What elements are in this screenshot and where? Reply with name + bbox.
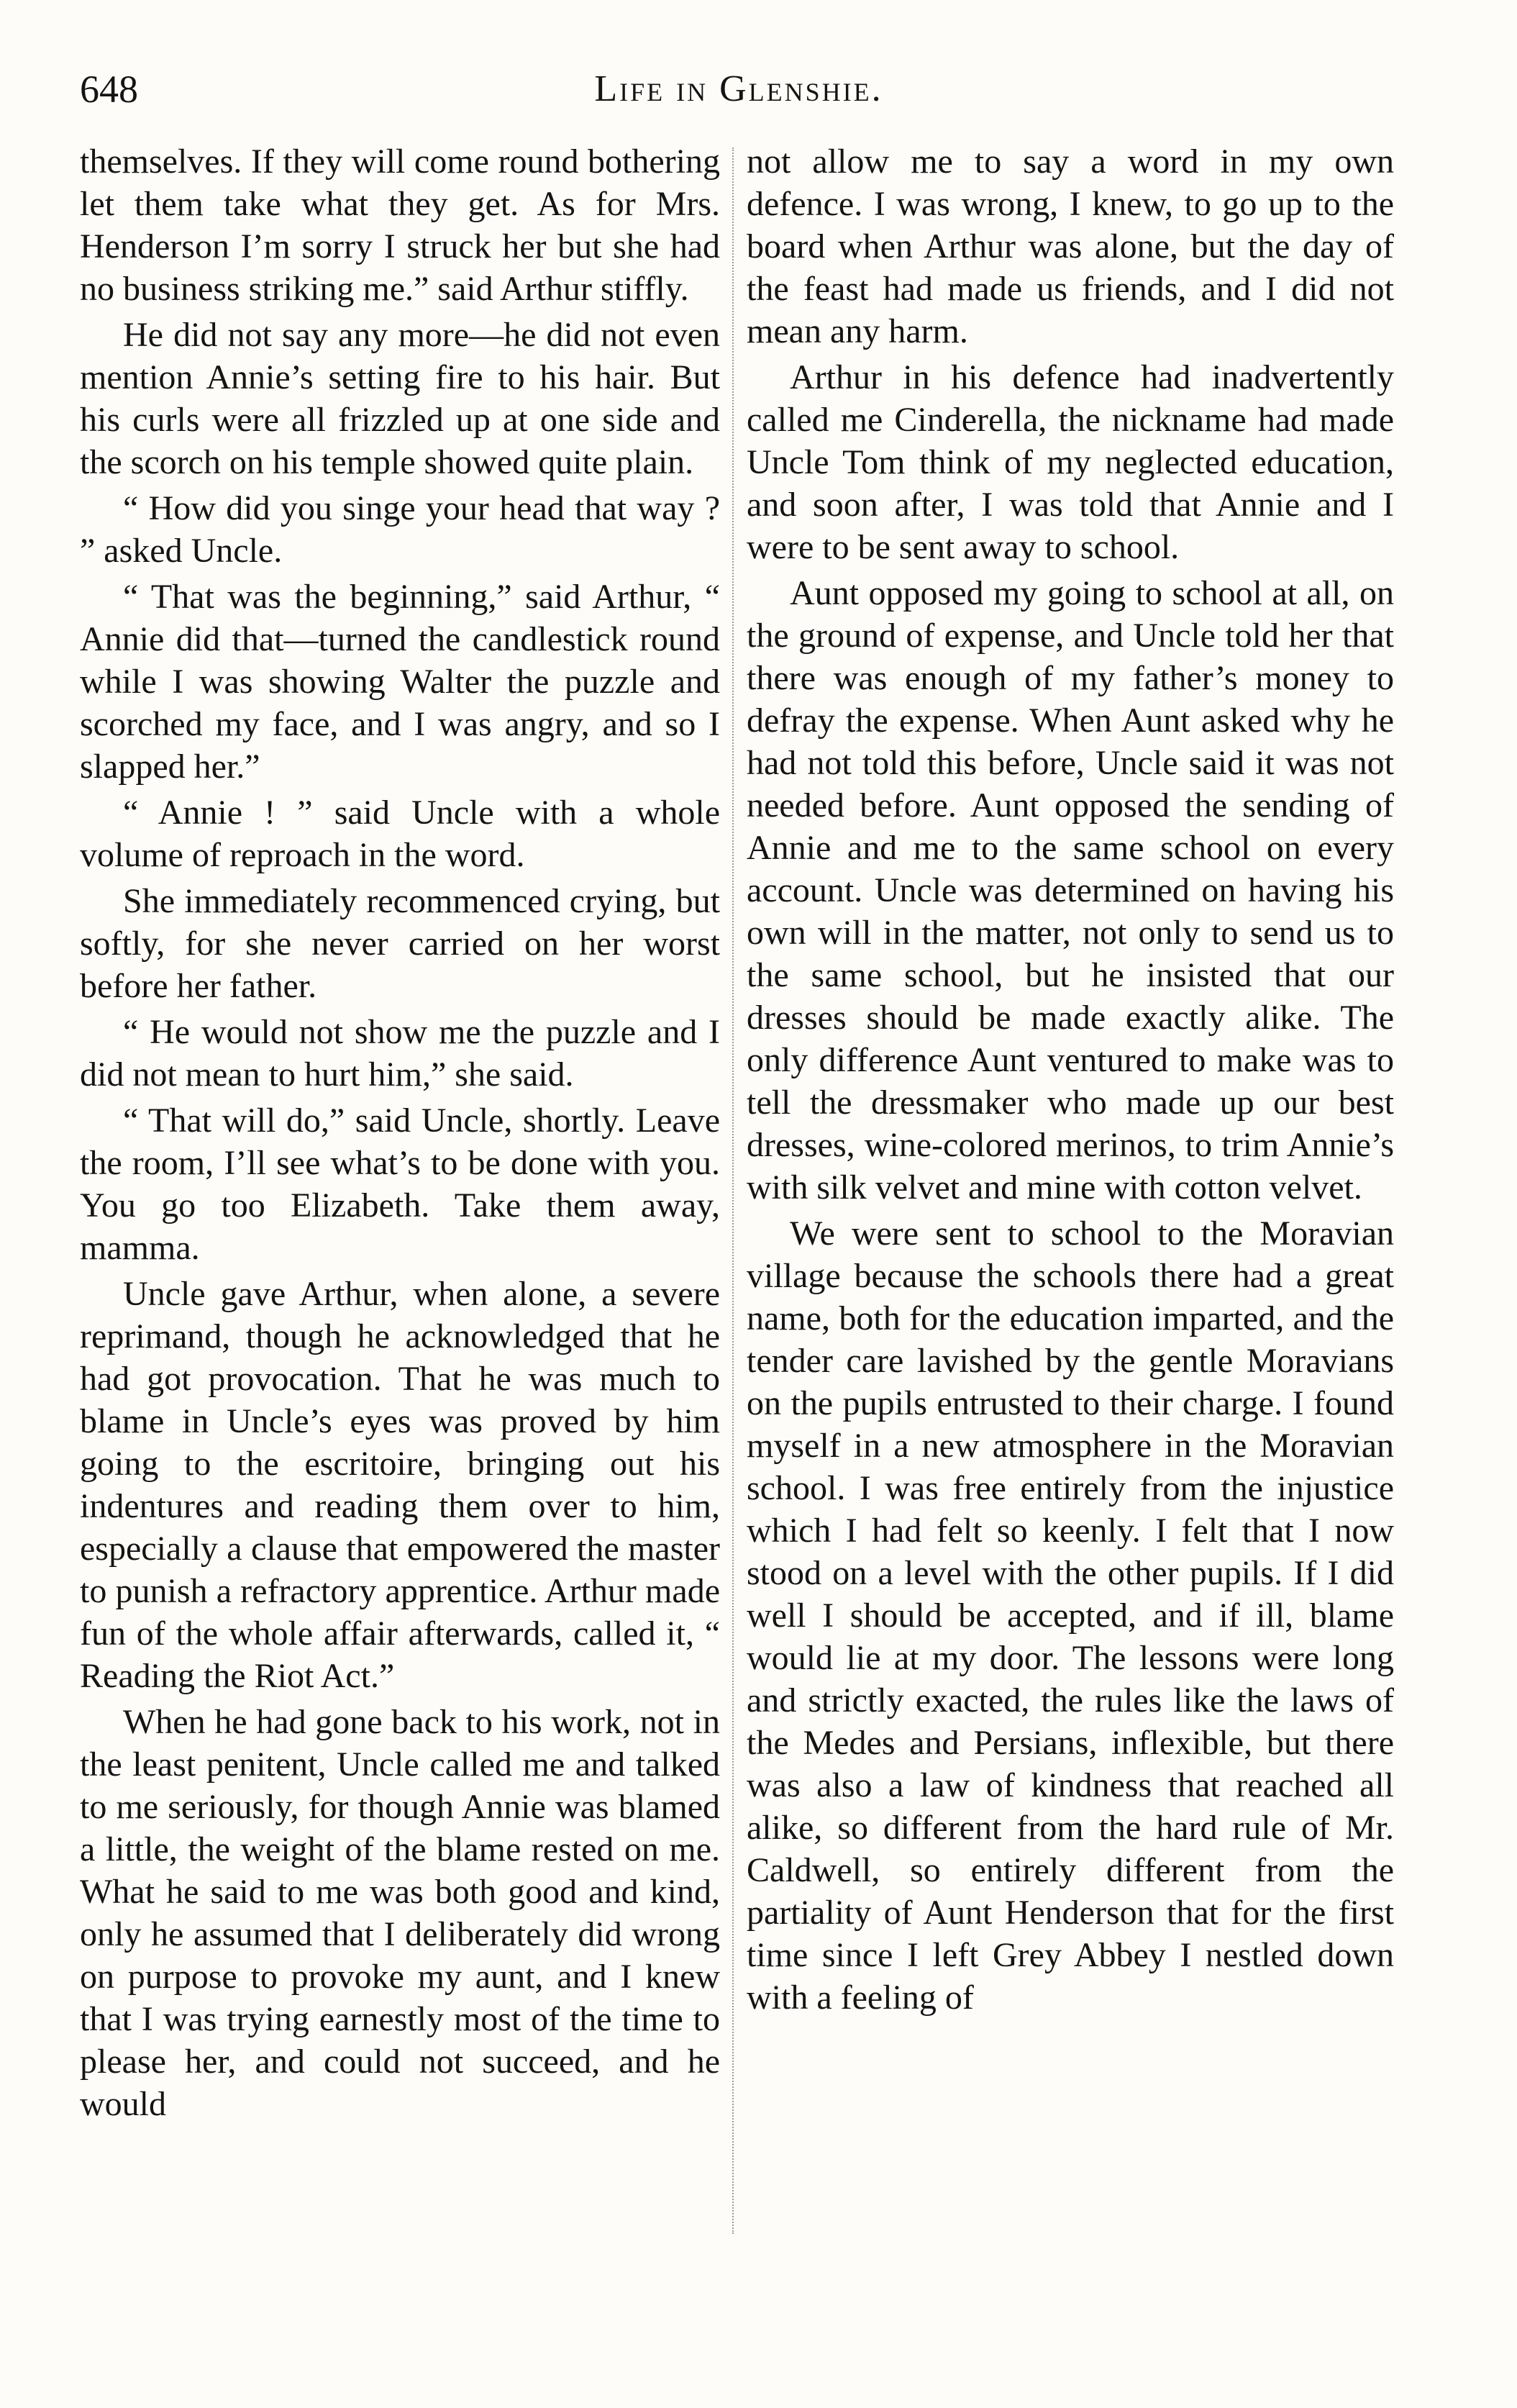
- paragraph: Uncle gave Arthur, when alone, a severe reprimand, though he acknowledged that he had got provocation. That he was much to blame in Uncle’s eyes was proved by him going to the escritoire, bringing out his indentures and reading them over to him, especially a clause that empowered the master to punish a refractory apprentice. Arthur made fun of the whole affair afterwards, called it, “ Reading the Riot Act.”: [80, 1275, 720, 1695]
- paragraph: “ Annie ! ” said Uncle with a whole volume of reproach in the word.: [80, 794, 720, 874]
- running-title: Life in Glenshie.: [594, 68, 883, 109]
- paragraph: He did not say any more—he did not even mention Annie’s setting fire to his hair. But his curls were all frizzled up at one side and the scorch on his temple showed quite plain.: [80, 316, 720, 481]
- paragraph: Arthur in his defence had inadvertently called me Cinderella, the nickname had made Uncle Tom think of my neglected education, and soon after, I was told that Annie and I were to be sent away to school.: [747, 358, 1394, 566]
- paragraph: “ That will do,” said Uncle, shortly. Leave the room, I’ll see what’s to be done with you. You go too Elizabeth. Take them away, mamma.: [80, 1101, 720, 1267]
- right-column: [747, 140, 1394, 2022]
- paragraph: “ He would not show me the puzzle and I did not mean to hurt him,” she said.: [80, 1013, 720, 1094]
- paragraph: We were sent to school to the Moravian village because the schools there had a great name, both for the education imparted, and the tender care lavished by the gentle Moravians on the pupils entrusted to their charge. I found myself in a new atmosphere in the Moravian school. I was free entirely from the injustice which I had felt so keenly. I felt that I now stood on a level with the other pupils. If I did well I should be accepted, and if ill, blame would lie at my door. The lessons were long and strictly exacted, the rules like the laws of the Medes and Persians, inflexible, but there was also a law of kindness that reached all alike, so different from the hard rule of Mr. Caldwell, so entirely different from the partiality of Aunt Henderson that for the first time since I left Grey Abbey I nestled down with a feeling of: [747, 1214, 1394, 2017]
- paragraph: She immediately recommenced crying, but softly, for she never carried on her worst before her father.: [80, 882, 720, 1005]
- paragraph: not allow me to say a word in my own defence. I was wrong, I knew, to go up to the board when Arthur was alone, but the day of the feast had made us friends, and I did not mean any harm.: [747, 142, 1394, 350]
- page-header: [80, 60, 1398, 118]
- page-number: 648: [80, 68, 138, 111]
- left-column: [80, 140, 720, 2129]
- paragraph: When he had gone back to his work, not in the least penitent, Uncle called me and talked to me seriously, for though Annie was blamed a little, the weight of the blame rested on me. What he said to me was both good and kind, only he assumed that I deliberately did wrong on purpose to provoke my aunt, and I knew that I was trying earnestly most of the time to please her, and could not succeed, and he would: [80, 1703, 720, 2123]
- paragraph: Aunt opposed my going to school at all, on the ground of expense, and Uncle told her that there was enough of my father’s money to defray the expense. When Aunt asked why he had not told this before, Uncle said it was not needed before. Aunt opposed the sending of Annie and me to the same school on every account. Uncle was determined on having his own will in the matter, not only to send us to the same school, but he insisted that our dresses should be made exactly alike. The only difference Aunt ventured to make was to tell the dressmaker who made up our best dresses, wine-colored merinos, to trim Annie’s with silk velvet and mine with cotton velvet.: [747, 574, 1394, 1207]
- paragraph: themselves. If they will come round bothering let them take what they get. As for Mrs. Henderson I’m sorry I struck her but she had no business striking me.” said Arthur stiffly.: [80, 142, 720, 308]
- paragraph: “ That was the beginning,” said Arthur, “ Annie did that—turned the candlestick round while I was showing Walter the puzzle and scorched my face, and I was angry, and so I slapped her.”: [80, 578, 720, 786]
- column-divider: [732, 147, 734, 2234]
- paragraph: “ How did you singe your head that way ? ” asked Uncle.: [80, 489, 720, 570]
